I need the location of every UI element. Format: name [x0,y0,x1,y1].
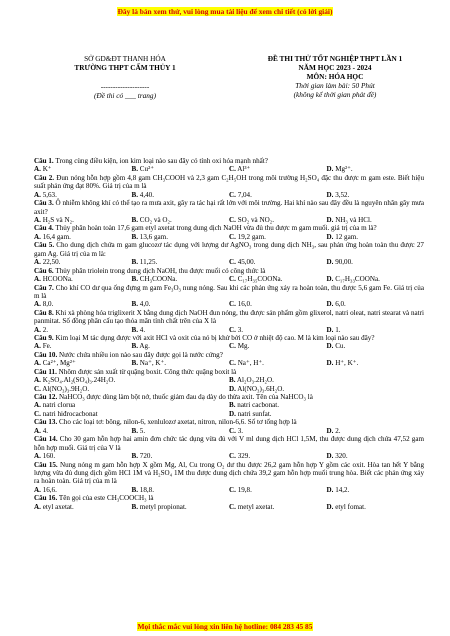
option-letter: A. [34,258,41,267]
answer-options [34,401,424,418]
option-letter: C. [229,300,236,309]
answer-option [327,326,425,334]
question-text: Cho khí CO dư qua ống đựng m gam Fe₃O₃ nung nóng. Sau khi các phản ứng xảy ra hoàn toàn, thu được 5,6 gam Fe. Giá trị của m là [34,283,424,300]
answer-option [229,233,327,241]
option-letter: A. [34,300,41,309]
preview-banner-text: Đây là bản xem thử, vui lòng mua tài liệu để xem chi tiết (có lời giải) [117,7,333,16]
option-text: CH₃COONa. [139,274,178,283]
question [34,284,424,309]
answer-option [132,486,230,494]
option-letter: A. [34,215,41,224]
option-text: 18,8. [139,485,154,494]
answer-option [34,275,132,283]
option-text: 4,0. [139,300,151,309]
school-info [40,55,210,101]
answer-option [229,452,327,460]
question-stem [34,174,424,191]
question [34,368,424,393]
option-letter: D. [326,232,334,241]
question-text: NaHCO₃ được dùng làm bột nở, thuốc giảm đau dạ dày do thừa axit. Tên của NaHCO₃ là [59,393,313,402]
option-text: 320. [335,452,348,461]
option-letter: C. [229,325,236,334]
answer-option [327,233,425,241]
answer-option [327,300,425,308]
answer-options [34,359,424,367]
option-letter: A. [34,325,41,334]
question-text: Cho các loại tơ: bông, nilon-6, xenlulozơ axetat, nitron, nilon-6,6. Số tơ tổng hợp là [59,418,297,427]
option-letter: B. [131,452,139,461]
question-text: Nước chứa nhiều ion nào sau đây được gọi là nước cứng? [59,350,223,359]
option-text: 4. [139,325,146,334]
divider: -------------------- [100,81,150,91]
option-letter: A. [34,274,41,283]
option-text: 22,50. [42,258,61,267]
option-text: Cu. [335,342,346,351]
answer-option [327,342,425,350]
option-text: 329. [237,452,251,461]
question-number: Câu 7. [34,283,54,292]
question [34,267,424,284]
answer-option [229,427,327,435]
option-letter: B. [131,426,139,435]
answer-option [132,359,230,367]
answer-option [229,300,327,308]
option-text: natri sunfat. [237,409,272,418]
hotline-text: Mọi thắc mắc vui lòng xin liên hệ hotline: 084 283 45 85 [137,622,313,631]
option-letter: C. [34,409,41,418]
question-number: Câu 6. [34,266,54,275]
question-number: Câu 3. [34,199,54,208]
question [34,224,424,241]
answer-option [327,216,425,224]
answer-options [34,216,424,224]
option-letter: C. [229,215,236,224]
question-number: Câu 11. [34,367,57,376]
answer-option [132,233,230,241]
answer-option [34,452,132,460]
question-text: Cho 30 gam hỗn hợp hai amin đơn chức tác dụng vừa đủ với V ml dung dịch HCl 1,5M, thu được dung dịch chứa 47,52 gam hỗn hợp muối. Giá trị của V là [34,435,424,452]
answer-option [327,359,425,367]
answer-option [327,275,425,283]
option-letter: C. [229,485,236,494]
question-text: Cho dung dịch chứa m gam glucozơ tác dụng với lượng dư AgNO₃ trong dung dịch NH₃, sau phản ứng hoàn toàn thu được 27 gam Ag. Giá trị của m là: [34,241,424,258]
question [34,309,424,334]
option-letter: C. [229,165,236,174]
option-letter: B. [131,300,139,309]
answer-option [132,503,230,511]
option-text: H⁺, K⁺. [335,359,359,368]
option-text: 16,6. [42,485,57,494]
question-number: Câu 16. [34,494,58,503]
exam-header [0,55,450,115]
option-text: 19,8. [237,485,252,494]
question [34,157,424,174]
question-text: Tên gọi của este CH₃COOCH₃ là [58,494,154,503]
question-text: Kim loại M tác dụng được với axit HCl và oxit của nó bị khử bởi CO ở nhiệt độ cao. M là kim loại nào sau đây? [55,334,375,343]
question-stem [34,224,424,232]
answer-option [327,486,425,494]
answer-option [132,326,230,334]
option-text: Mg. [237,342,250,351]
option-text: Al(NO₃)₃.6H₂O. [237,384,285,393]
question-number: Câu 1. [34,157,54,165]
option-letter: D. [326,502,334,511]
question-stem [34,284,424,301]
option-text: natri clorua [42,401,76,410]
answer-option [327,503,425,511]
question-text: Khi xà phòng hóa triglixerit X bằng dung dịch NaOH đun nóng, thu được sản phẩm gồm glixerol, natri oleat, natri stearat và natri panmitat. Số đồng phân cấu tạo thỏa mãn tính chất trên của X là [34,308,424,326]
answer-option [229,359,327,367]
option-letter: B. [229,401,236,410]
answer-option [327,258,425,266]
answer-options [34,165,424,173]
option-text: 2. [42,325,49,334]
option-text: Na⁺, K⁺. [139,359,167,368]
option-text: Al³⁺ [237,165,251,174]
answer-option [34,216,132,224]
answer-option [327,165,425,173]
answer-options [34,233,424,241]
answer-option [132,300,230,308]
question-number: Câu 5. [34,241,55,250]
option-text: Mg²⁺. [335,165,353,174]
option-text: NH₃ và HCl. [335,215,372,224]
option-letter: A. [34,485,41,494]
option-letter: A. [34,190,41,199]
option-letter: D. [326,165,334,174]
option-letter: A. [34,359,41,368]
option-letter: B. [131,190,139,199]
answer-option [132,191,230,199]
answer-option [34,427,132,435]
answer-option [229,410,424,418]
option-letter: C. [34,384,41,393]
question-stem [34,199,424,216]
option-text: C₁₇H₃₅COONa. [237,274,283,283]
answer-option [229,165,327,173]
option-letter: C. [229,274,236,283]
option-text: 720. [139,452,153,461]
option-letter: D. [326,300,334,309]
option-text: Ag. [139,342,150,351]
answer-option [34,342,132,350]
question [34,174,424,199]
option-text: 2. [335,426,341,435]
option-letter: D. [326,485,334,494]
option-letter: D. [326,258,334,267]
answer-options [34,427,424,435]
question-stem [34,334,424,342]
question-number: Câu 15. [34,460,58,469]
answer-option [229,401,424,409]
option-text: 3,52. [335,190,350,199]
option-text: 3. [237,426,244,435]
answer-options [34,503,424,511]
hotline-banner [0,623,450,632]
option-text: 45,00. [237,258,256,267]
option-letter: B. [131,502,139,511]
answer-option [34,503,132,511]
option-text: Cu²⁺ [139,165,154,174]
option-text: etyl axetat. [42,502,74,511]
option-text: 1. [335,325,341,334]
option-letter: D. [326,426,334,435]
option-text: 12 gam. [335,232,359,241]
option-text: natri cacbonat. [237,401,280,410]
answer-options [34,275,424,283]
option-letter: B. [131,485,139,494]
answer-option [229,342,327,350]
answer-option [34,410,229,418]
answer-option [132,342,230,350]
question-stem [34,351,424,359]
option-letter: B. [131,359,139,368]
option-text: Fe. [42,342,52,351]
answer-option [34,233,132,241]
question-text: Thủy phân hoàn toàn 17,6 gam etyl axetat trong dung dịch NaOH vừa đủ thu được m gam muối. giá trị của m là? [55,224,377,233]
option-letter: D. [326,325,334,334]
answer-option [132,165,230,173]
question [34,351,424,368]
question-stem [34,157,424,165]
answer-option [229,376,424,384]
option-text: H₂S và N₂. [42,215,74,224]
option-text: 4. [42,426,49,435]
option-text: C₁₇H₃₃COONa. [335,274,380,283]
answer-option [229,191,327,199]
school-name: TRƯỜNG THPT CẨM THỦY 1 [74,62,176,72]
option-letter: B. [229,376,236,385]
question [34,334,424,351]
answer-option [34,300,132,308]
question [34,199,424,224]
option-letter: D. [326,359,334,368]
option-letter: A. [34,342,41,351]
option-letter: D. [326,215,334,224]
option-letter: D. [229,409,236,418]
question-stem [34,461,424,486]
answer-option [327,191,425,199]
option-text: 16,4 gam. [42,232,71,241]
question [34,393,424,418]
question-list [34,157,424,511]
answer-option [132,275,230,283]
option-text: 19,2 gam. [237,232,266,241]
option-text: 90,00. [335,258,353,267]
question-stem [34,418,424,426]
answer-option [229,385,424,393]
question-text: Nung nóng m gam hỗn hợp X gồm Mg, Al, Cu trong O₂ dư thu được 26,2 gam hỗn hợp Y gồm các oxit. Hòa tan hết Y bằng lượng vừa đủ dung dịch gồm HCl 1M và H₂SO₄ 1M thu được dung dịch chứa 39,2 gam hỗn hợp muối trung hòa. Biết các phản ứng xảy ra hoàn toàn. Giá trị của m là [34,460,424,486]
answer-option [132,452,230,460]
option-text: 7,04. [237,190,252,199]
answer-options [34,191,424,199]
option-text: Al₂O₃.2H₂O. [236,376,274,385]
question-stem [34,267,424,275]
question-stem [34,393,424,401]
option-text: 11,25. [139,258,158,267]
option-letter: D. [326,190,334,199]
exam-info [240,55,430,99]
answer-option [132,216,230,224]
page-count: (Đề thi có ___ trang) [93,90,156,100]
answer-option [229,258,327,266]
option-text: Al(NO₃)₃.9H₂O. [42,384,90,393]
question-number: Câu 9. [34,334,54,343]
answer-options [34,452,424,460]
option-text: 160. [42,452,56,461]
answer-option [132,258,230,266]
question [34,241,424,266]
option-letter: C. [229,452,236,461]
option-text: HCOONa. [42,274,73,283]
answer-options [34,258,424,266]
answer-options [34,486,424,494]
question-number: Câu 2. [34,173,55,182]
answer-option [229,503,327,511]
department-name: SỞ GD&ĐT THANH HÓA [84,54,166,63]
answer-option [327,427,425,435]
question [34,435,424,460]
question-text: Ô nhiễm không khí có thể tạo ra mưa axit, gây ra tác hại rất lớn với môi trường. Hai khí nào sau đây đều là nguyên nhân gây mưa axit? [34,199,424,216]
option-text: natri hiđrocacbonat [42,409,98,418]
question-number: Câu 8. [34,308,54,317]
option-letter: C. [229,232,236,241]
option-text: Ca²⁺, Mg²⁺ [42,359,76,368]
question-text: Thủy phân triolein trong dung dịch NaOH, thu được muối có công thức là [55,266,266,275]
question-stem [34,368,424,376]
answer-options [34,376,424,393]
option-letter: B. [131,232,139,241]
question-stem [34,241,424,258]
option-letter: A. [34,165,41,174]
option-letter: A. [34,232,41,241]
duration-note: (không kể thời gian phát đề) [293,89,377,99]
option-letter: A. [34,376,41,385]
option-text: 5. [139,426,146,435]
option-letter: C. [229,502,236,511]
option-text: metyl axetat. [237,502,275,511]
option-letter: B. [131,165,139,174]
option-text: SO₂ và NO₂. [237,215,274,224]
subject: MÔN: HÓA HỌC [306,71,364,81]
answer-option [34,401,229,409]
option-text: etyl fomat. [335,502,366,511]
option-letter: D. [229,384,236,393]
option-text: metyl propionat. [139,502,187,511]
option-text: 13,6 gam. [139,232,168,241]
exam-title: ĐỀ THI THỬ TỐT NGHIỆP THPT LẦN 1 [267,54,403,63]
option-letter: A. [34,401,41,410]
option-text: K⁺ [42,165,52,174]
answer-option [34,385,229,393]
option-letter: C. [229,342,236,351]
question-text: Đun nóng hỗn hợp gồm 4,8 gam CH₃COOH và 2,3 gam C₂H₅OH trong môi trường H₂SO₄ đặc thu được m gam este. Biết hiệu suất phản ứng đạt 80%. Giá trị của m là [34,173,424,191]
answer-option [34,191,132,199]
answer-option [229,216,327,224]
option-letter: C. [229,359,236,368]
question-number: Câu 14. [34,435,58,444]
question-stem [34,309,424,326]
option-letter: B. [131,274,139,283]
question-text: Nhôm được sản xuất từ quặng boxit. Công thức quặng boxit là [58,367,237,376]
answer-option [34,258,132,266]
answer-option [34,359,132,367]
option-letter: B. [131,215,139,224]
question-text: Trong cùng điều kiện, ion kim loại nào sau đây có tính oxi hóa mạnh nhất? [55,157,268,165]
option-text: 3. [237,325,244,334]
option-letter: A. [34,452,41,461]
duration: Thời gian làm bài: 50 Phút [295,80,375,90]
option-letter: A. [34,502,41,511]
answer-option [132,427,230,435]
question-number: Câu 13. [34,418,58,427]
option-letter: C. [229,190,236,199]
option-letter: D. [326,274,334,283]
answer-options [34,342,424,350]
answer-option [229,275,327,283]
question-number: Câu 4. [34,224,54,233]
question-number: Câu 10. [34,350,58,359]
option-text: Na⁺, H⁺. [237,359,264,368]
option-text: 4,40. [139,190,154,199]
option-text: CO₂ và O₂. [139,215,172,224]
option-letter: B. [131,342,139,351]
question-number: Câu 12. [34,393,58,402]
option-text: 6,0. [335,300,346,309]
option-letter: B. [131,325,139,334]
option-text: 5,63. [42,190,57,199]
answer-option [34,486,132,494]
preview-banner [0,8,450,17]
answer-options [34,326,424,334]
option-letter: C. [229,426,236,435]
option-text: 16,0. [237,300,252,309]
answer-options [34,300,424,308]
option-letter: D. [326,342,334,351]
answer-option [34,326,132,334]
option-text: 14,2. [335,485,350,494]
option-letter: C. [229,258,236,267]
option-text: 8,0. [42,300,54,309]
answer-option [229,326,327,334]
answer-option [34,165,132,173]
answer-option [327,452,425,460]
option-letter: A. [34,426,41,435]
option-letter: B. [131,258,139,267]
question-stem [34,435,424,452]
question [34,461,424,494]
question [34,494,424,511]
option-text: K₂SO₄.Al₂(SO₄)₃.24H₂O. [42,376,116,385]
answer-option [34,376,229,384]
question-stem [34,494,424,502]
option-letter: D. [326,452,334,461]
answer-option [229,486,327,494]
school-year: NĂM HỌC 2023 - 2024 [298,62,372,72]
question [34,418,424,435]
